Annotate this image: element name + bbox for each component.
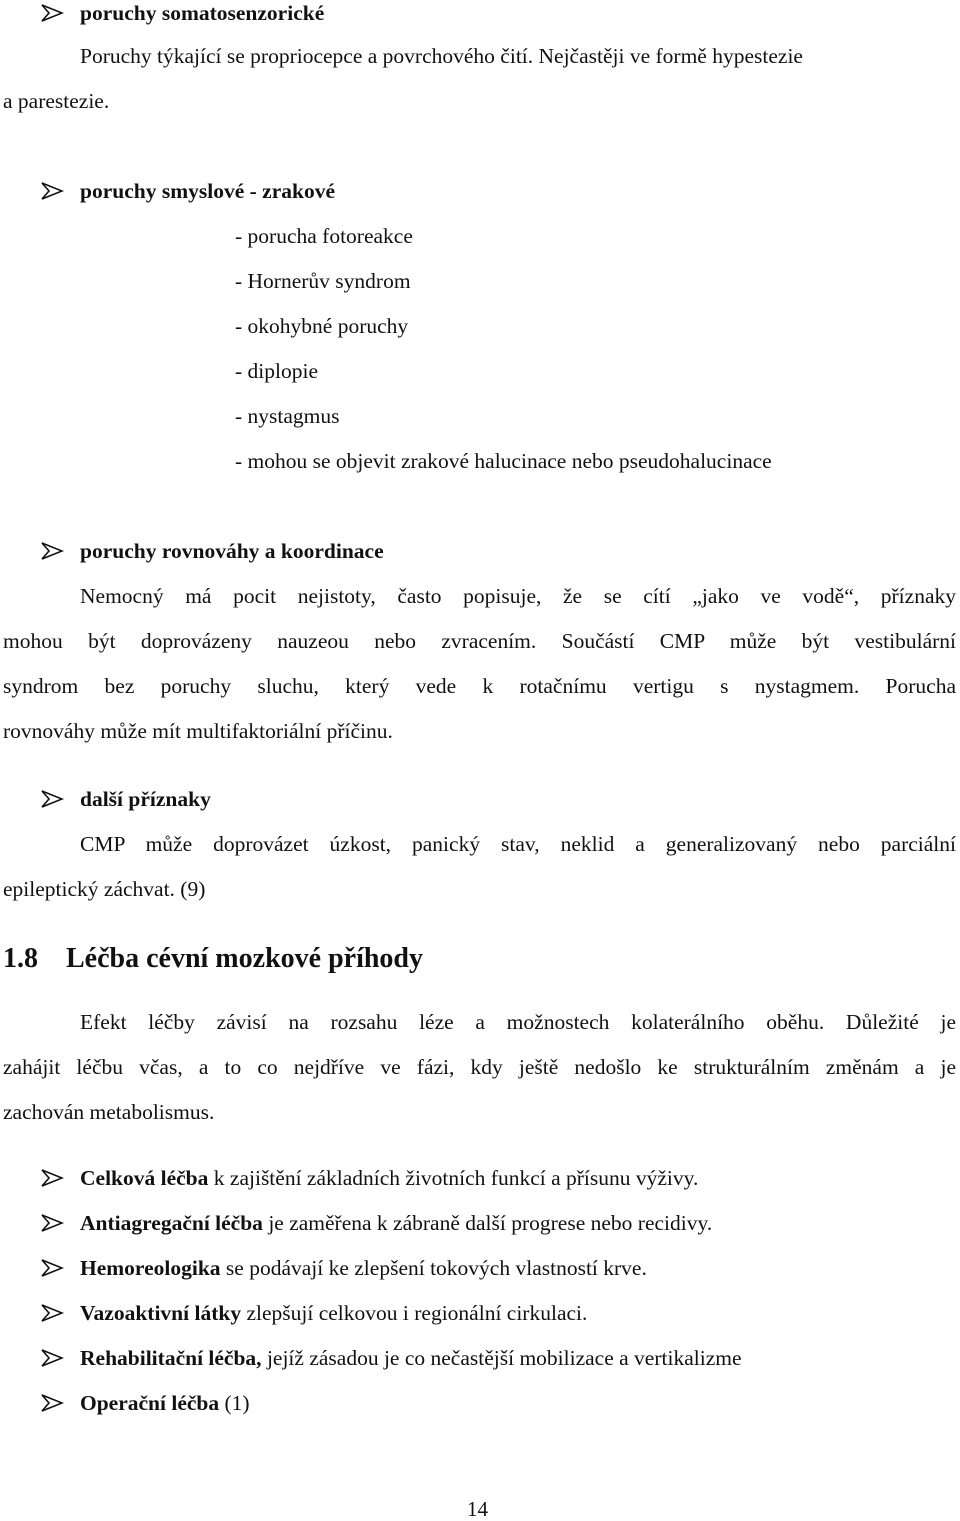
paragraph-line: a parestezie. [3,89,110,113]
paragraph-line: CMP může doprovázet úzkost, panický stav, neklid a generalizovaný nebo parciální [80,832,956,856]
treatment-text: jejíž zásadou je co nečastější mobilizace a vertikalizme [261,1346,742,1370]
paragraph-line: syndrom bez poruchy sluchu, který vede k rotačnímu vertigu s nystagmem. Porucha [3,674,956,698]
list-item: - nystagmus [235,404,340,428]
chapter-title: Léčba cévní mozkové příhody [66,943,423,974]
section-heading-other-symptoms: další příznaky [80,787,211,811]
paragraph-line: epileptický záchvat. (9) [3,877,206,901]
paragraph-line: mohou být doprovázeny nauzeou nebo zvracením. Součástí CMP může být vestibulární [3,629,956,653]
treatment-term: Operační léčba [80,1391,220,1415]
treatment-term: Antiagregační léčba [80,1211,263,1235]
treatment-item [80,1168,698,1190]
treatment-term: Vazoaktivní látky [80,1301,242,1325]
arrowhead-bullet-icon [40,1213,66,1235]
paragraph-line: rovnováhy může mít multifaktoriální příčinu. [3,719,393,743]
chapter-number: 1.8 [3,943,38,974]
list-item: - mohou se objevit zrakové halucinace nebo pseudohalucinace [235,449,772,473]
arrowhead-bullet-icon [40,541,66,563]
list-item: - porucha fotoreakce [235,224,413,248]
treatment-term: Hemoreologika [80,1256,221,1280]
paragraph-line: Poruchy týkající se propriocepce a povrchového čití. Nejčastěji ve formě hypestezie [80,44,803,68]
paragraph-line: zachován metabolismus. [3,1100,215,1124]
arrowhead-bullet-icon [40,1258,66,1280]
section-heading-somatosensory: poruchy somatosenzorické [80,1,325,25]
paragraph-line: zahájit léčbu včas, a to co nejdříve ve fázi, kdy ještě nedošlo ke strukturálním změnám a je [3,1055,956,1079]
treatment-item [80,1258,647,1280]
arrowhead-bullet-icon [40,1348,66,1370]
treatment-item [80,1393,250,1415]
page-number: 14 [467,1497,488,1521]
treatment-text: zlepšují celkovou i regionální cirkulaci. [241,1301,588,1325]
arrowhead-bullet-icon [40,181,66,203]
treatment-item [80,1213,712,1235]
paragraph-line: Efekt léčby závisí na rozsahu léze a možnostech kolaterálního oběhu. Důležité je [80,1010,956,1034]
arrowhead-bullet-icon [40,789,66,811]
list-item: - okohybné poruchy [235,314,409,338]
treatment-text: je zaměřena k zábraně další progrese nebo recidivy. [262,1211,713,1235]
section-heading-balance: poruchy rovnováhy a koordinace [80,539,384,563]
treatment-item [80,1303,587,1325]
arrowhead-bullet-icon [40,1393,66,1415]
treatment-term: Rehabilitační léčba, [80,1346,262,1370]
treatment-item [80,1348,742,1370]
treatment-text: se podávají ke zlepšení tokových vlastností krve. [220,1256,647,1280]
treatment-text: (1) [219,1391,250,1415]
section-heading-visual: poruchy smyslové - zrakové [80,179,335,203]
arrowhead-bullet-icon [40,1303,66,1325]
list-item: - diplopie [235,359,318,383]
paragraph-line: Nemocný má pocit nejistoty, často popisuje, že se cítí „jako ve vodě“, příznaky [80,584,956,608]
treatment-text: k zajištění základních životních funkcí a přísunu výživy. [208,1166,699,1190]
list-item: - Hornerův syndrom [235,269,411,293]
treatment-term: Celková léčba [80,1166,209,1190]
arrowhead-bullet-icon [40,3,66,25]
arrowhead-bullet-icon [40,1168,66,1190]
